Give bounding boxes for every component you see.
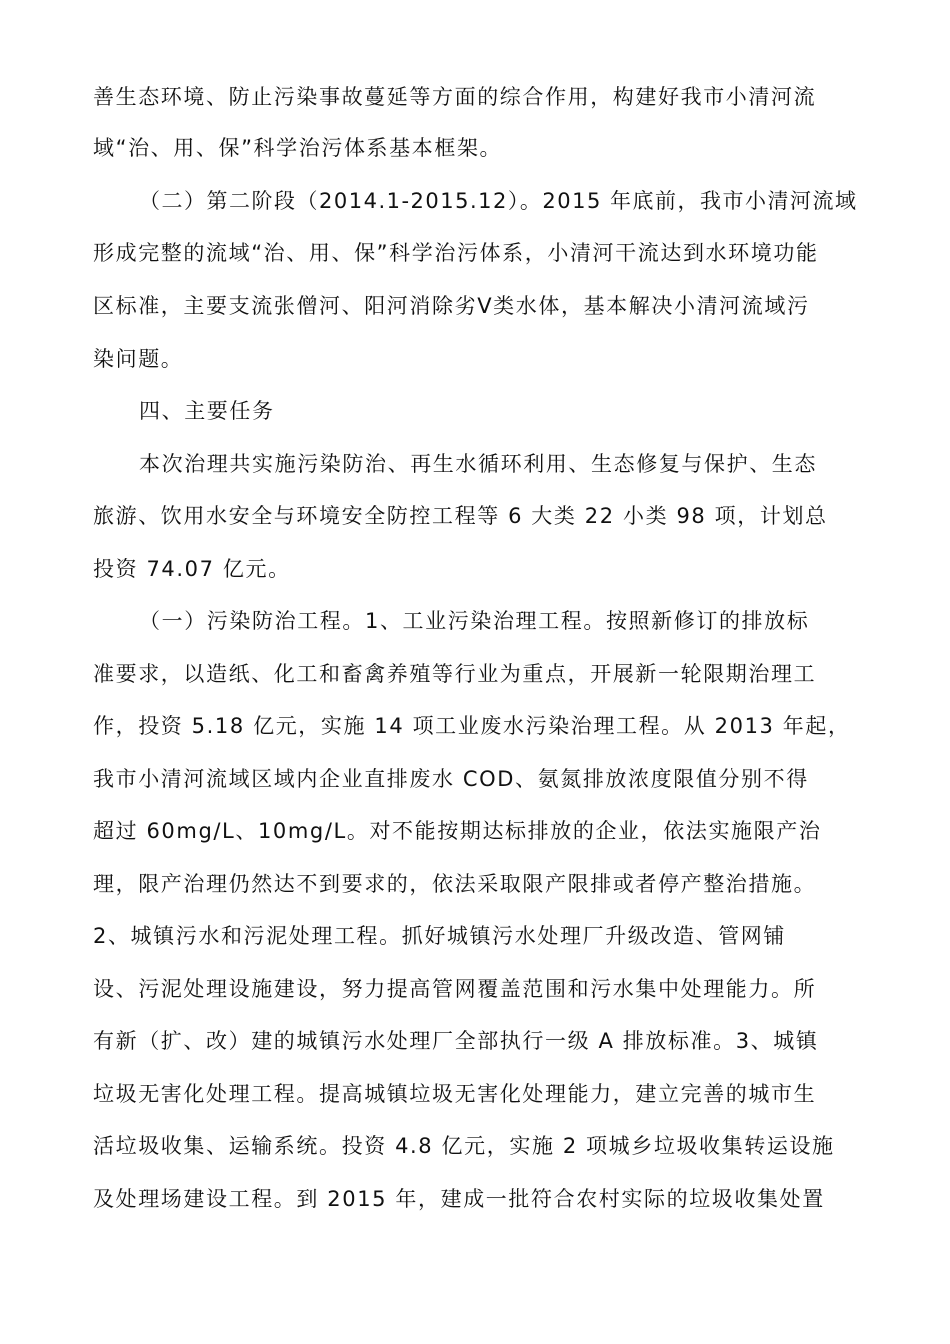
section-heading-line: （二）第二阶段（2014.1-2015.12）。2015 年底前，我市小清河流域 (139, 189, 858, 213)
text-line: 准要求，以造纸、化工和畜禽养殖等行业为重点，开展新一轮限期治理工 (93, 662, 817, 686)
text-line: 区标准，主要支流张僧河、阳河消除劣Ⅴ类水体，基本解决小清河流域污 (93, 294, 810, 318)
text-line: 有新（扩、改）建的城镇污水处理厂全部执行一级 A 排放标准。3、城镇 (93, 1029, 819, 1053)
section-heading: 四、主要任务 (139, 399, 275, 423)
text-line: 活垃圾收集、运输系统。投资 4.8 亿元，实施 2 项城乡垃圾收集转运设施 (93, 1134, 835, 1158)
text-line: 理，限产治理仍然达不到要求的，依法采取限产限排或者停产整治措施。 (93, 872, 817, 896)
text-line: 及处理场建设工程。到 2015 年，建成一批符合农村实际的垃圾收集处置 (93, 1187, 825, 1211)
text-line: 我市小清河流域区域内企业直排废水 COD、氨氮排放浓度限值分别不得 (93, 767, 809, 791)
text-line: 作，投资 5.18 亿元，实施 14 项工业废水污染治理工程。从 2013 年起， (93, 714, 851, 738)
text-line: （一）污染防治工程。1、工业污染治理工程。按照新修订的排放标 (139, 609, 810, 633)
text-line: 投资 74.07 亿元。 (93, 557, 291, 581)
text-line: 形成完整的流域“治、用、保”科学治污体系，小清河干流达到水环境功能 (93, 241, 819, 265)
text-line: 域“治、用、保”科学治污体系基本框架。 (93, 136, 503, 160)
text-line: 超过 60mg/L、10mg/L。对不能按期达标排放的企业，依法实施限产治 (93, 819, 822, 843)
text-line: 染问题。 (93, 347, 184, 371)
text-line: 善生态环境、防止污染事故蔓延等方面的综合作用，构建好我市小清河流 (93, 85, 817, 109)
text-line: 2、城镇污水和污泥处理工程。抓好城镇污水处理厂升级改造、管网铺 (93, 924, 786, 948)
text-line: 旅游、饮用水安全与环境安全防控工程等 6 大类 22 小类 98 项，计划总 (93, 504, 828, 528)
text-line: 设、污泥处理设施建设，努力提高管网覆盖范围和污水集中处理能力。所 (93, 977, 817, 1001)
text-line: 本次治理共实施污染防治、再生水循环利用、生态修复与保护、生态 (139, 452, 817, 476)
text-line: 垃圾无害化处理工程。提高城镇垃圾无害化处理能力，建立完善的城市生 (93, 1082, 817, 1106)
